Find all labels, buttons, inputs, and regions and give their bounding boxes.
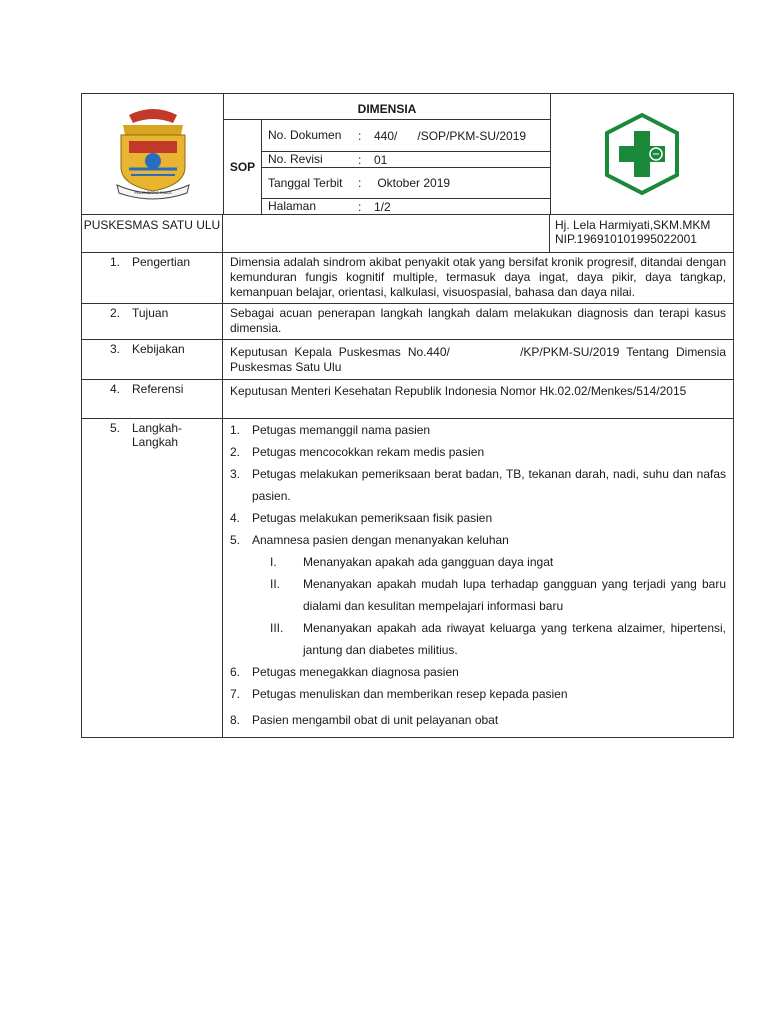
step-number: 7. (230, 687, 241, 701)
step-number: 8. (230, 713, 241, 727)
step-text: Petugas memanggil nama pasien (252, 423, 431, 437)
section-title: Pengertian (132, 255, 191, 269)
section-label (82, 419, 223, 737)
section-content: Sebagai acuan penerapan langkah langkah dalam melakukan diagnosis dan terapi kasus dimensia. (230, 306, 726, 335)
emblem-ribbon-text: PALEMBANG EMAS (133, 190, 172, 195)
sop-document (81, 93, 734, 738)
meta-row-halaman (262, 199, 550, 214)
sop-label: SOP (224, 120, 262, 214)
step-text: Anamnesa pasien dengan menanyakan keluhan (252, 533, 509, 547)
step-text: Petugas melakukan pemeriksaan fisik pasien (252, 511, 493, 525)
sop-block (224, 120, 550, 214)
head-name: Hj. Lela Harmiyati,SKM.MKM (555, 218, 711, 232)
substep-number: III. (270, 621, 284, 635)
substep-number: II. (270, 577, 281, 591)
step-number: 3. (230, 467, 241, 481)
step-item (230, 507, 726, 529)
meta-colon: : (358, 128, 362, 143)
substep-item (260, 617, 726, 661)
section-langkah (82, 419, 733, 737)
meta-colon: : (358, 152, 362, 167)
meta-row-tanggal (262, 168, 550, 199)
meta-key: No. Revisi (268, 152, 323, 166)
substep-number: I. (270, 555, 277, 569)
step-item (230, 709, 726, 731)
step-text: Petugas menuliskan dan memberikan resep kepada pasien (252, 687, 568, 701)
section-pengertian (82, 253, 733, 304)
meta-key: Tanggal Terbit (268, 175, 343, 190)
sop-header-middle (224, 94, 551, 214)
substep-item (260, 573, 726, 617)
city-logo-cell (82, 94, 224, 214)
step-item (230, 419, 726, 441)
step-item (230, 661, 726, 683)
section-number: 2. (110, 306, 121, 320)
meta-value: 01 (374, 152, 388, 167)
meta-value: Oktober 2019 (374, 176, 451, 190)
section-label (82, 304, 223, 339)
substep-text: Menanyakan apakah mudah lupa terhadap gangguan yang terjadi yang baru dialami dan kesulitan mempelajari informasi baru (303, 577, 726, 613)
meta-colon: : (358, 199, 362, 214)
section-content: Dimensia adalah sindrom akibat penyakit otak yang bersifat kronik progresif, ditandai dengan kemunduran fungis kognitif multiple, termasuk daya ingat, daya pikir, daya tangkap, kemanpuan belajar, orientasi, kalkulasi, visuospasial, bahasa dan daya nilai. (230, 255, 726, 299)
step-number: 2. (230, 445, 241, 459)
document-header (82, 94, 733, 215)
section-content: Keputusan Kepala Puskesmas No.440/ /KP/PKM-SU/2019 Tentang Dimensia Puskesmas Satu Ulu (230, 345, 730, 374)
substep-item (260, 551, 726, 573)
meta-table (262, 120, 550, 214)
section-kebijakan (82, 340, 733, 380)
substep-text: Menanyakan apakah ada gangguan daya ingat (303, 555, 554, 569)
section-title: Kebijakan (132, 342, 185, 356)
step-number: 4. (230, 511, 241, 525)
substeps-list (230, 551, 726, 661)
step-text: Petugas menegakkan diagnosa pasien (252, 665, 459, 679)
section-number: 5. (110, 421, 121, 435)
step-item (230, 441, 726, 463)
head-nip: NIP.196910101995022001 (555, 232, 697, 246)
meta-value: 1/2 (374, 199, 391, 214)
step-text: Petugas melakukan pemeriksaan berat badan, TB, tekanan darah, nadi, suhu dan nafas pasien. (252, 467, 726, 503)
meta-key: Halaman (268, 199, 317, 213)
puskesmas-name: PUSKESMAS SATU ULU (82, 215, 223, 252)
step-number: 1. (230, 423, 241, 437)
section-label (82, 380, 223, 418)
step-number: 5. (230, 533, 241, 547)
blank-cell (223, 215, 550, 252)
section-label (82, 253, 223, 303)
meta-row-dokumen (262, 120, 550, 152)
section-number: 3. (110, 342, 121, 356)
section-title: Tujuan (132, 306, 169, 320)
meta-key: No. Dokumen (268, 128, 342, 142)
section-number: 4. (110, 382, 121, 396)
section-referensi (82, 380, 733, 419)
organization-row (82, 215, 733, 253)
puskesmas-cross-logo-icon (599, 111, 685, 197)
section-tujuan (82, 304, 733, 340)
meta-row-revisi (262, 152, 550, 168)
meta-value: 440/ /SOP/PKM-SU/2019 (374, 128, 527, 143)
document-title: DIMENSIA (224, 94, 550, 120)
step-item (230, 529, 726, 551)
section-content: Keputusan Menteri Kesehatan Republik Indonesia Nomor Hk.02.02/Menkes/514/2015 (230, 384, 687, 398)
meta-colon: : (358, 176, 362, 190)
section-title: Langkah-Langkah (132, 421, 183, 449)
substep-text: Menanyakan apakah ada riwayat keluarga yang terkena alzaimer, hipertensi, jantung dan diabetes militius. (303, 621, 726, 657)
head-signature (550, 215, 733, 252)
step-text: Pasien mengambil obat di unit pelayanan obat (252, 713, 499, 727)
palembang-emblem-icon (107, 105, 199, 203)
step-text: Petugas mencocokkan rekam medis pasien (252, 445, 485, 459)
step-number: 6. (230, 665, 241, 679)
steps-content (223, 419, 733, 737)
step-item (230, 683, 726, 705)
section-label (82, 340, 223, 379)
section-number: 1. (110, 255, 121, 269)
health-logo-cell (551, 94, 733, 214)
step-item (230, 463, 726, 507)
section-title: Referensi (132, 382, 184, 396)
